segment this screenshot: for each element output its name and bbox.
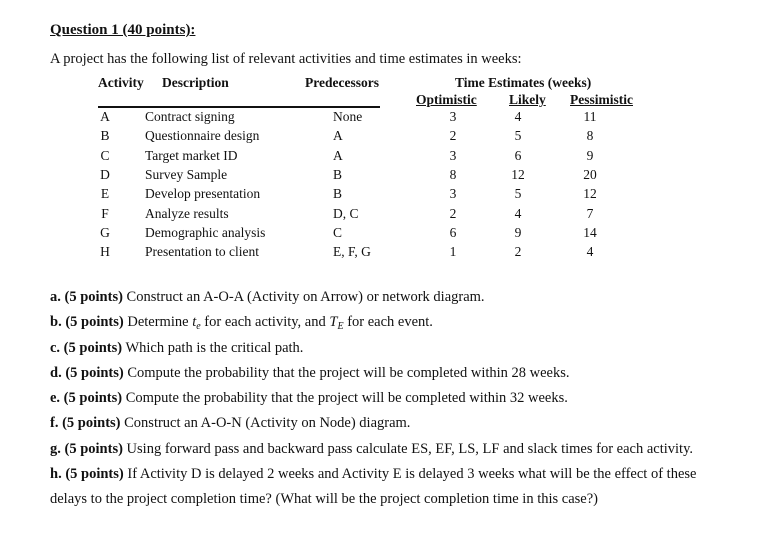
cell-likely: 9 [514,224,522,240]
cell-activity: D [100,166,110,182]
header-activity: Activity [98,75,144,90]
cell-description: Contract signing [145,109,235,124]
table-header-rule [98,106,380,108]
cell-activity: B [100,128,110,144]
cell-pessimistic: 12 [583,186,597,202]
header-pessimistic: Pessimistic [570,92,633,107]
cell-pessimistic: 11 [583,109,597,124]
cell-activity: F [101,205,109,221]
cell-likely: 5 [514,128,522,144]
cell-activity: A [100,109,110,124]
cell-optimistic: 3 [449,186,457,202]
cell-predecessors: C [333,224,343,240]
part-b: b. (5 points) Determine $t_e$ for each activity, and $T_E$ for each event. [50,314,433,332]
cell-optimistic: 8 [449,166,457,182]
cell-likely: 4 [514,205,522,221]
cell-likely: 2 [514,244,522,260]
cell-description: Target market ID [145,147,238,163]
cell-optimistic: 1 [449,244,457,260]
cell-pessimistic: 7 [586,205,594,221]
cell-activity: H [100,244,110,260]
question-intro: A project has the following list of relevant activities and time estimates in weeks: [50,51,522,67]
cell-predecessors: B [333,186,343,202]
header-description: Description [162,75,229,90]
part-h-continued: delays to the project completion time? (What will be the project completion time in this case?) [50,491,599,507]
question-title: Question 1 (40 points): [50,22,196,38]
part-d: d. (5 points) Compute the probability that the project will be completed within 28 weeks. [50,365,570,381]
header-optimistic: Optimistic [416,92,477,107]
cell-predecessors: A [333,147,343,163]
cell-predecessors: D, C [333,205,359,221]
cell-likely: 12 [511,166,525,182]
cell-pessimistic: 14 [583,224,597,240]
header-predecessors: Predecessors [305,75,379,90]
cell-pessimistic: 20 [583,166,597,182]
cell-likely: 6 [514,147,522,163]
cell-pessimistic: 8 [586,128,594,144]
cell-predecessors: E, F, G [333,244,371,260]
cell-description: Analyze results [145,205,229,221]
cell-optimistic: 2 [449,205,457,221]
cell-activity: E [100,186,110,202]
part-f: f. (5 points) Construct an A-O-N (Activity on Node) diagram. [50,415,411,431]
cell-description: Demographic analysis [145,224,266,240]
cell-activity: C [100,147,110,163]
cell-predecessors: None [333,109,363,124]
cell-optimistic: 6 [449,224,457,240]
cell-predecessors: B [333,166,343,182]
part-a: a. (5 points) Construct an A-O-A (Activity on Arrow) or network diagram. [50,289,485,305]
cell-description: Develop presentation [145,186,261,202]
cell-activity: G [100,224,110,240]
cell-pessimistic: 4 [586,244,594,260]
cell-pessimistic: 9 [586,147,594,163]
part-e: e. (5 points) Compute the probability that the project will be completed within 32 weeks. [50,390,568,406]
part-c: c. (5 points) Which path is the critical path. [50,340,304,356]
cell-likely: 4 [514,109,522,124]
cell-optimistic: 3 [449,109,457,124]
cell-optimistic: 2 [449,128,457,144]
cell-description: Questionnaire design [145,128,260,144]
cell-likely: 5 [514,186,522,202]
header-time-estimates: Time Estimates (weeks) [455,75,592,90]
cell-optimistic: 3 [449,147,457,163]
cell-description: Presentation to client [145,244,259,260]
cell-description: Survey Sample [145,166,228,182]
cell-predecessors: A [333,128,343,144]
part-g: g. (5 points) Using forward pass and backward pass calculate ES, EF, LS, LF and slack times for each activity. [50,441,694,457]
header-likely: Likely [509,92,546,107]
part-h: h. (5 points) If Activity D is delayed 2 weeks and Activity E is delayed 3 weeks what will be the effect of these [50,466,697,482]
